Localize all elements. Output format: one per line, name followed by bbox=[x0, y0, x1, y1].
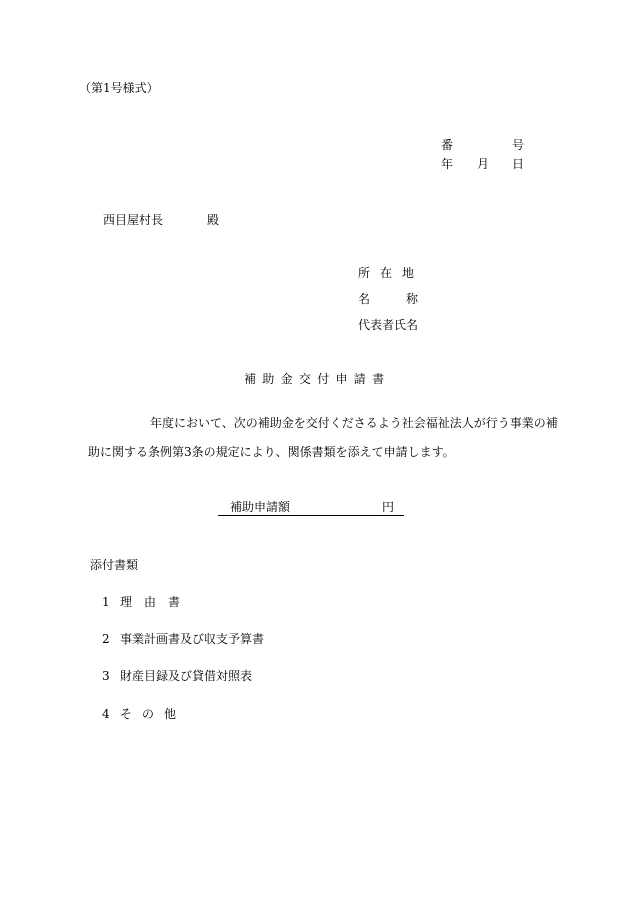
attachment-label: 財産目録及び貸借対照表 bbox=[120, 669, 253, 683]
attachment-number: 1 bbox=[102, 595, 110, 609]
requested-amount-unit: 円 bbox=[382, 500, 395, 514]
body-text-line-2: 助に関する条例第3条の規定により、関係書類を添えて申請します。 bbox=[88, 445, 455, 459]
attachment-item bbox=[102, 707, 186, 721]
applicant-name-label-second: 称 bbox=[406, 292, 419, 306]
date-month-label: 月 bbox=[477, 157, 490, 171]
attachment-label: その他 bbox=[120, 707, 187, 721]
requested-amount-label: 補助申請額 bbox=[230, 500, 291, 514]
requested-amount-field bbox=[218, 500, 404, 516]
applicant-name-label-first: 名 bbox=[358, 292, 371, 306]
attachment-item bbox=[102, 632, 264, 646]
form-number-label: （第1号様式） bbox=[79, 81, 159, 95]
attachment-item bbox=[102, 595, 192, 609]
body-text-line-1: 年度において、次の補助金を交付くださるよう社会福祉法人が行う事業の補 bbox=[150, 416, 558, 430]
addressee-name: 西目屋村長 bbox=[103, 213, 164, 227]
number-label: 番 bbox=[441, 138, 454, 152]
attachments-title: 添付書類 bbox=[90, 558, 139, 572]
addressee-honorific: 殿 bbox=[207, 213, 220, 227]
attachment-item bbox=[102, 669, 252, 683]
attachment-number: 2 bbox=[102, 632, 110, 646]
date-year-label: 年 bbox=[441, 157, 454, 171]
document-title: 補助金交付申請書 bbox=[244, 372, 391, 386]
attachment-number: 4 bbox=[102, 707, 110, 721]
attachment-label: 理由書 bbox=[120, 595, 193, 609]
number-suffix: 号 bbox=[512, 138, 525, 152]
applicant-address-label: 所在地 bbox=[358, 266, 425, 280]
applicant-representative-label: 代表者氏名 bbox=[358, 318, 419, 332]
attachment-label: 事業計画書及び収支予算書 bbox=[120, 632, 265, 646]
date-day-label: 日 bbox=[512, 157, 525, 171]
attachment-number: 3 bbox=[102, 669, 110, 683]
